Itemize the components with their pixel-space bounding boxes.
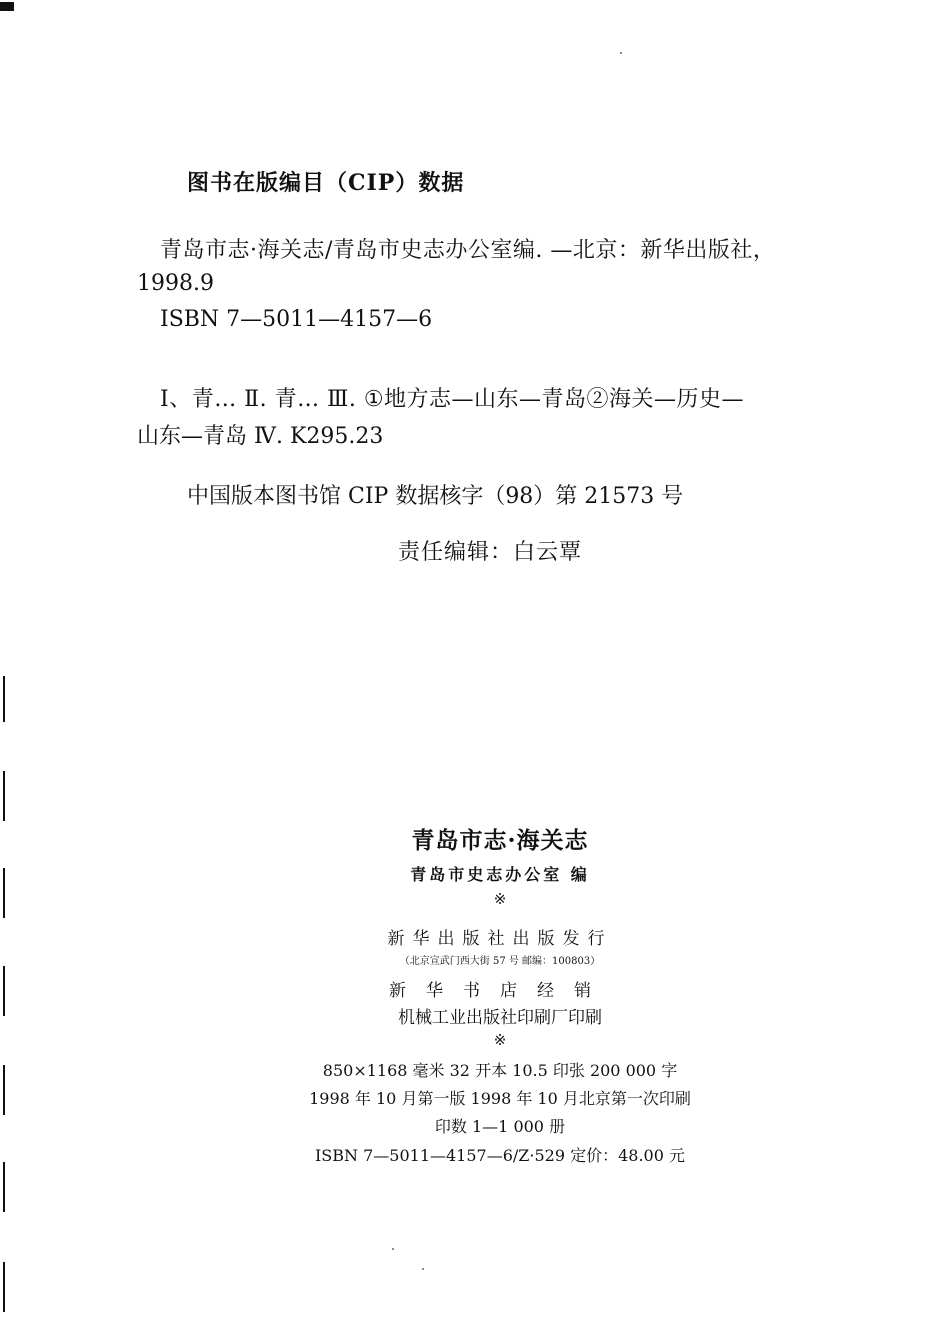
colophon-separator: ※ bbox=[493, 1031, 507, 1049]
colophon-print-run: 印数 1—1 000 册 bbox=[434, 1117, 566, 1136]
responsible-editor: 责任编辑：白云覃 bbox=[398, 540, 583, 565]
scan-edge-line bbox=[3, 1262, 5, 1312]
scan-speck bbox=[392, 1248, 394, 1250]
cip-isbn-line: ISBN 7—5011—4157—6 bbox=[160, 307, 433, 332]
scan-speck bbox=[620, 52, 622, 54]
scan-edge-mark bbox=[0, 2, 14, 11]
scan-speck bbox=[422, 1268, 424, 1270]
cip-heading: 图书在版编目（CIP）数据 bbox=[187, 170, 465, 196]
colophon-specs: 850×1168 毫米 32 开本 10.5 印张 200 000 字 bbox=[322, 1061, 678, 1080]
scan-edge-line bbox=[3, 1162, 5, 1212]
colophon-distributor: 新华书店经销 bbox=[389, 981, 611, 1001]
cip-subject-line: Ⅰ、青… Ⅱ. 青… Ⅲ. ①地方志—山东—青岛②海关—历史— bbox=[160, 387, 745, 412]
colophon-address: （北京宣武门西大街 57 号 邮编：100803） bbox=[399, 956, 601, 967]
scan-edge-line bbox=[3, 868, 5, 918]
colophon-publisher: 新华出版社出版发行 bbox=[387, 929, 613, 949]
colophon-isbn-price: ISBN 7—5011—4157—6/Z·529 定价：48.00 元 bbox=[314, 1146, 686, 1165]
colophon-printer: 机械工业出版社印刷厂印刷 bbox=[398, 1008, 602, 1028]
colophon-edition: 1998 年 10 月第一版 1998 年 10 月北京第一次印刷 bbox=[309, 1089, 691, 1108]
cip-classification-line: 山东—青岛 Ⅳ. K295.23 bbox=[137, 424, 384, 449]
colophon-title: 青岛市志·海关志 bbox=[411, 827, 589, 854]
scan-edge-line bbox=[3, 771, 5, 821]
cip-title-line: 青岛市志·海关志/青岛市史志办公室编. —北京：新华出版社， bbox=[160, 238, 776, 263]
colophon-separator: ※ bbox=[493, 890, 507, 908]
scan-edge-line bbox=[3, 966, 5, 1016]
colophon-editor: 青岛市史志办公室 编 bbox=[410, 865, 590, 884]
cip-year-line: 1998.9 bbox=[137, 271, 214, 296]
cip-number-line: 中国版本图书馆 CIP 数据核字（98）第 21573 号 bbox=[187, 484, 684, 509]
scan-edge-line bbox=[3, 676, 5, 722]
scan-edge-line bbox=[3, 1065, 5, 1115]
